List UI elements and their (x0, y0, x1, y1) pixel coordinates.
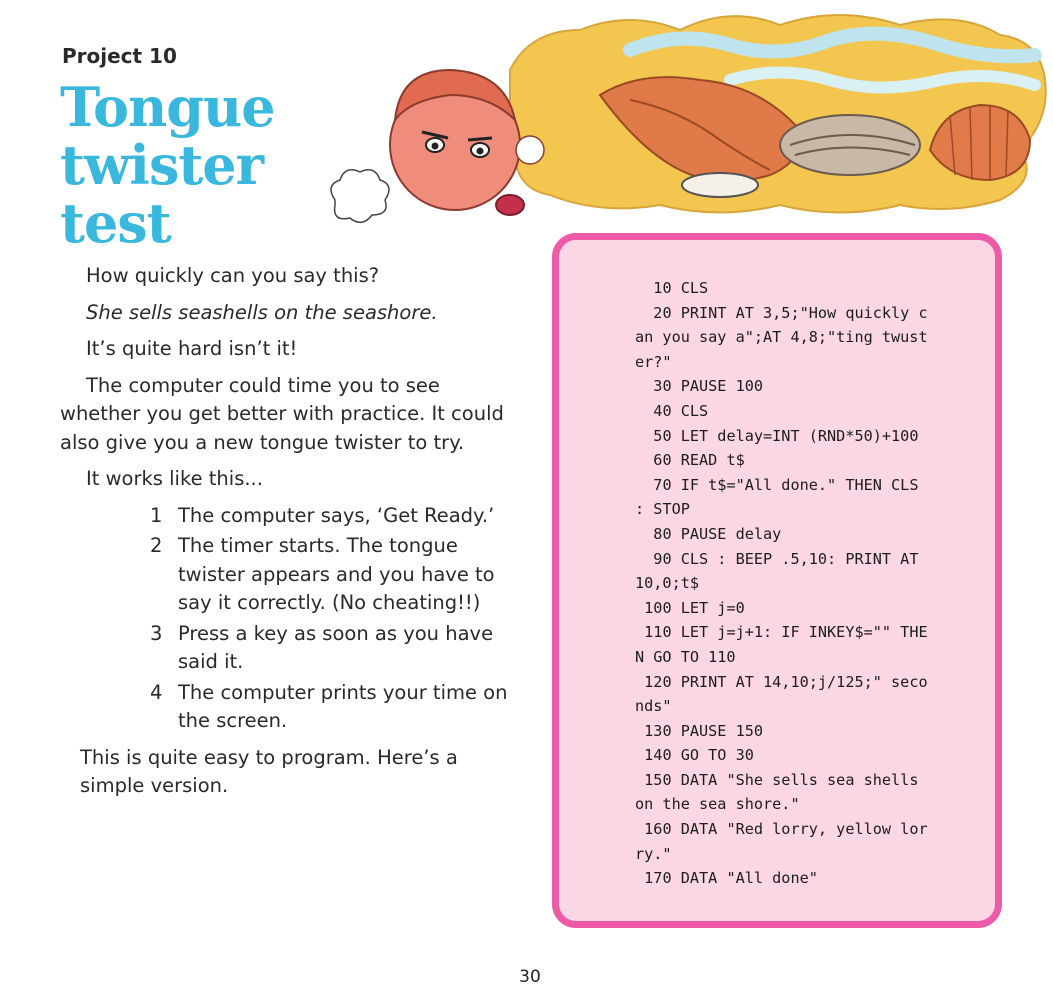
code-line: N GO TO 110 (635, 647, 736, 666)
code-line: 110 LET j=j+1: IF INKEY$="" THE (635, 623, 928, 642)
seashell-illustration (300, 0, 1053, 250)
list-item (60, 502, 510, 531)
step-number: 4 (150, 680, 163, 704)
code-line: 160 DATA "Red lorry, yellow lor (635, 820, 928, 839)
code-line: ry." (635, 844, 672, 863)
code-line: 80 PAUSE delay (635, 524, 782, 543)
project-label: Project 10 (62, 44, 177, 68)
steps-list (60, 502, 510, 736)
step-number: 3 (150, 621, 163, 645)
code-line: 70 IF t$="All done." THEN CLS (635, 475, 919, 494)
code-listing-box (552, 233, 1002, 928)
step-number: 2 (150, 534, 163, 557)
code-line: on the sea shore." (635, 795, 800, 814)
code-line: 140 GO TO 30 (635, 746, 754, 765)
code-line: 120 PRINT AT 14,10;j/125;" seco (635, 672, 928, 691)
intro-twister: She sells seashells on the seashore. (86, 300, 438, 324)
code-line: 100 LET j=0 (635, 598, 745, 617)
code-line: 30 PAUSE 100 (635, 377, 764, 396)
code-line: er?" (635, 352, 672, 371)
code-line: 150 DATA "She sells sea shells (635, 770, 919, 789)
code-line: an you say a";AT 4,8;"ting twust (635, 328, 928, 347)
mouth (496, 195, 524, 215)
step-text: Press a key as soon as you have said it. (178, 621, 494, 673)
code-line: 10 CLS (635, 279, 709, 297)
page-number: 30 (519, 967, 541, 987)
step-number: 1 (150, 503, 163, 527)
breath-puff (331, 170, 389, 223)
intro-paragraph: The computer could time you to see whether you get better with practice. It could also give you a new tongue twister to try. (60, 373, 504, 454)
code-line: nds" (635, 697, 672, 716)
code-line: 40 CLS (635, 401, 709, 420)
code-line: 90 CLS : BEEP .5,10: PRINT AT (635, 549, 919, 568)
small-shell (682, 173, 758, 197)
code-listing (635, 276, 935, 891)
list-item (60, 620, 510, 677)
works-like: It works like this... (86, 467, 263, 490)
step-text: The computer prints your time on the screen. (178, 680, 508, 732)
code-line: 60 READ t$ (635, 451, 745, 470)
closing-paragraph: This is quite easy to program. Here’s a simple version. (80, 745, 458, 797)
intro-question: How quickly can you say this? (86, 264, 380, 287)
clam-shell (780, 115, 920, 175)
code-line: 10,0;t$ (635, 574, 700, 593)
code-line: 130 PAUSE 150 (635, 721, 764, 740)
code-line: 50 LET delay=INT (RND*50)+100 (635, 426, 919, 445)
code-line: : STOP (635, 500, 690, 519)
step-text: The timer starts. The tongue twister appears and you have to say it correctly. (No cheating!!) (178, 534, 495, 614)
code-line: 20 PRINT AT 3,5;"How quickly c (635, 303, 928, 322)
body-text (60, 262, 510, 809)
intro-remark: It’s quite hard isn’t it! (86, 337, 298, 360)
code-line: 170 DATA "All done" (635, 869, 818, 888)
title-line-2: test (60, 191, 171, 255)
step-text: The computer says, ‘Get Ready.’ (178, 503, 495, 527)
title-line-1: Tongue twister (60, 75, 275, 197)
list-item (60, 679, 510, 736)
list-item (60, 532, 510, 618)
